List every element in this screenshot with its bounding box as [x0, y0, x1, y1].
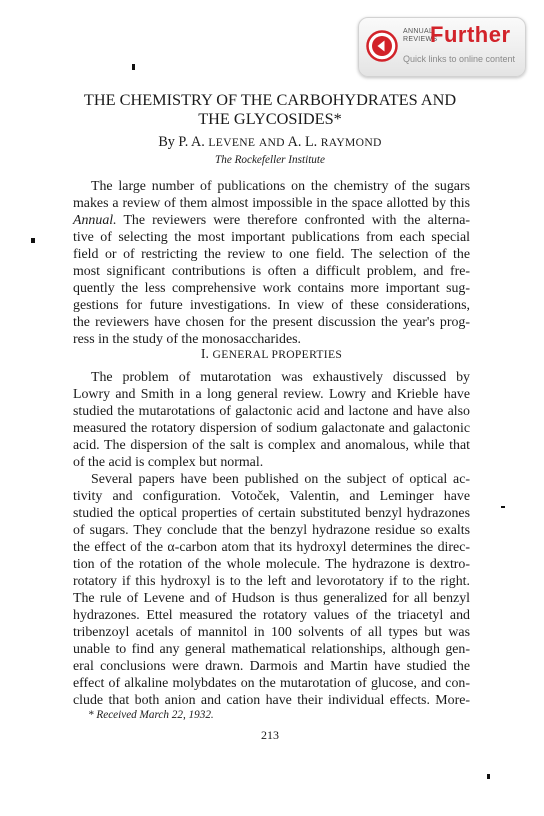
body-line-19: effect of alkaline molybdates on the mutarotation of glucose, and con- [73, 676, 470, 691]
author-2-initials: A. L. [287, 134, 318, 150]
body-line-12: tion of the rotation of the whole molecule. The hydrazone is dextro- [73, 557, 470, 572]
section-title: GENERAL PROPERTIES [212, 348, 343, 361]
body-line-10: of sugars. They conclude that the benzyl hydrazone residue so exalts [73, 523, 470, 538]
author-1-initials: P. A. [178, 134, 205, 150]
footnote: * Received March 22, 1932. [88, 709, 214, 721]
body-line-20: clude that both anion and cation have their individual effects. More- [73, 693, 470, 708]
badge-subtitle: Quick links to online content [403, 54, 516, 64]
intro-line-2: makes a review of them almost impossible in the space allotted by this [73, 196, 470, 211]
badge-publisher-label: ANNUAL REVIEWS [403, 28, 438, 43]
body-line-16: tribenzoyl acetals of mannitol in 100 solvents of all types but was [73, 625, 470, 640]
body-line-2: Lowry and Smith in a long general review. Lowry and Krieble have [73, 387, 470, 402]
scan-speck [31, 238, 35, 243]
play-arrow-icon [366, 30, 398, 62]
intro-line-1: The large number of publications on the chemistry of the sugars [91, 179, 470, 194]
section-numeral: I. [200, 347, 210, 362]
body-line-17: unable to find any general mathematical relationships, although gen- [73, 642, 470, 657]
intro-line-4: tive of selecting the most important publications from each special [73, 230, 470, 245]
scan-speck [487, 774, 490, 779]
intro-line-6: most significant contributions is often a difficult problem, and fre- [73, 264, 470, 279]
author-2-surname: RAYMOND [320, 136, 382, 149]
authors-by: By [158, 134, 175, 150]
intro-line-10: ress in the study of the monosaccharides. [73, 332, 301, 347]
intro-line-9: the reviewers have chosen for the present discussion the year's prog- [73, 315, 470, 330]
body-line-6: of the acid is complex but normal. [73, 455, 264, 470]
article-title-line-2: THE GLYCOSIDES* [198, 109, 342, 128]
intro-line-5: field or of restricting the review to one field. The selection of the [73, 247, 470, 262]
body-line-18: eral conclusions were drawn. Darmois and Martin have studied the [73, 659, 470, 674]
institution: The Rockefeller Institute [215, 154, 325, 166]
body-line-9: studied the optical properties of certain substituted benzyl hydrazones [73, 506, 470, 521]
intro-line-8: gestions for future investigations. In view of these considerations, [73, 298, 470, 313]
section-heading [73, 347, 470, 363]
scan-speck [501, 506, 505, 508]
body-line-4: measured the rotatory dispersion of sodium galactonate and galactonic [73, 421, 470, 436]
intro-line-7: quently the less comprehensive work contains more important sug- [73, 281, 470, 296]
body-line-8: tivity and configuration. Votoček, Valentin, and Leminger have [73, 489, 470, 504]
body-line-3: studied the mutarotations of galactonic acid and lactone and have also [73, 404, 470, 419]
annual-reviews-further-badge[interactable] [358, 17, 526, 77]
body-line-7: Several papers have been published on the subject of optical ac- [91, 472, 470, 487]
article-title-line-1: THE CHEMISTRY OF THE CARBOHYDRATES AND [83, 90, 457, 109]
author-1-surname: LEVENE [208, 136, 256, 149]
badge-further-label: Further [430, 22, 511, 47]
scan-speck [132, 64, 135, 70]
body-line-1: The problem of mutarotation was exhaustively discussed by [91, 370, 470, 385]
body-line-13: rotatory if this hydroxyl is to the left and levorotatory if to the right. [73, 574, 470, 589]
body-line-15: hydrazones. Ettel measured the rotatory values of the triacetyl and [73, 608, 470, 623]
page-number: 213 [261, 728, 279, 742]
authors-and: AND [258, 136, 285, 149]
body-line-5: acid. The dispersion of the salt is complex and anomalous, while that [73, 438, 470, 453]
body-line-11: the effect of the α-carbon atom that its hydroxyl determines the direc- [73, 540, 470, 555]
intro-line-3: Annual. The reviewers were therefore confronted with the alterna- [73, 213, 470, 228]
body-line-14: The rule of Levene and of Hudson is thus generalized for all benzyl [73, 591, 470, 606]
authors-line [60, 134, 480, 151]
